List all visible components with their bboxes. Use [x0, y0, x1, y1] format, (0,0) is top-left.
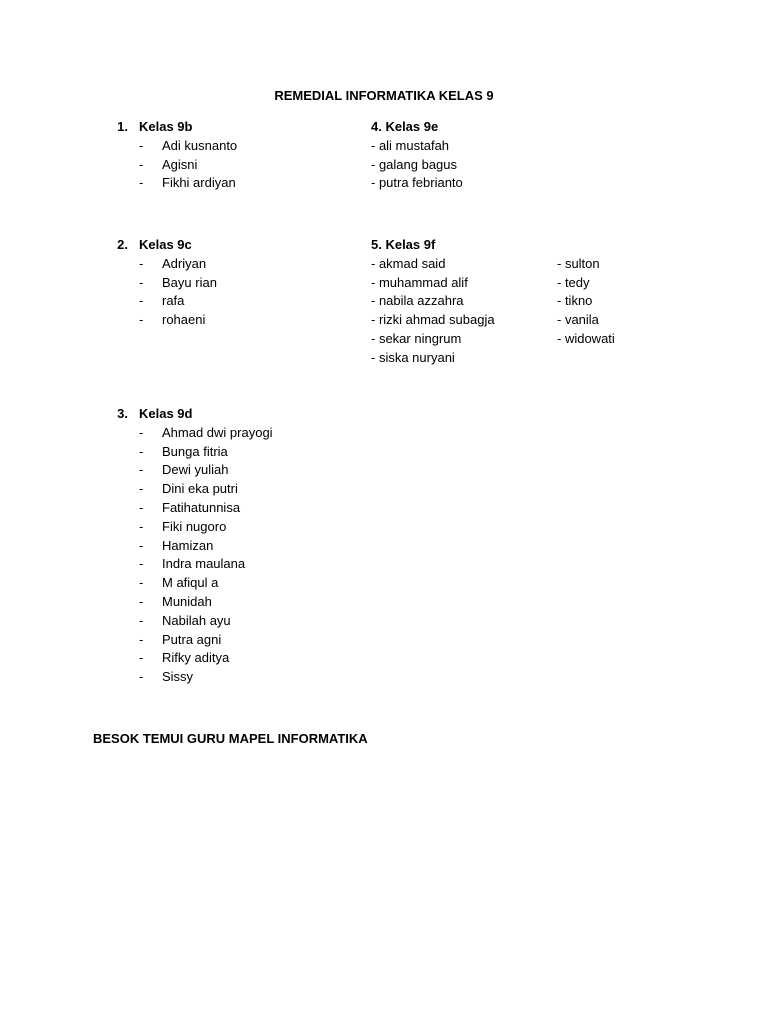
student-name: - siska nuryani	[371, 349, 455, 365]
bullet-dash: -	[139, 575, 144, 591]
list-number: 3.	[117, 406, 128, 421]
class-heading: 5. Kelas 9f	[371, 237, 436, 252]
student-name: - rizki ahmad subagja	[371, 312, 495, 328]
class-heading: Kelas 9c	[139, 237, 192, 252]
student-name: Bunga fitria	[162, 443, 228, 459]
student-name: - putra febrianto	[371, 175, 463, 191]
bullet-dash: -	[139, 255, 144, 271]
student-name: Fatihatunnisa	[162, 500, 241, 515]
bullet-dash: -	[139, 293, 144, 309]
student-name: - muhammad alif	[371, 274, 468, 290]
bullet-dash: -	[139, 537, 144, 553]
student-name: M afiqul a	[162, 575, 219, 591]
student-name: - sekar ningrum	[371, 331, 462, 346]
student-name: - akmad said	[371, 255, 446, 271]
student-name: - vanila	[557, 312, 599, 328]
class-heading: Kelas 9b	[139, 119, 193, 134]
student-name: Adriyan	[162, 255, 207, 271]
footer-note: BESOK TEMUI GURU MAPEL INFORMATIKA	[93, 731, 368, 746]
bullet-dash: -	[139, 669, 144, 685]
student-name: - tikno	[557, 293, 593, 309]
student-name: - widowati	[557, 331, 615, 346]
bullet-dash: -	[139, 443, 144, 459]
student-name: - nabila azzahra	[371, 293, 464, 309]
student-name: - galang bagus	[371, 156, 458, 172]
student-name: Nabilah ayu	[162, 612, 231, 628]
bullet-dash: -	[139, 312, 144, 328]
student-name: Ahmad dwi prayogi	[162, 424, 273, 440]
bullet-dash: -	[139, 137, 144, 153]
list-number: 2.	[117, 237, 128, 252]
bullet-dash: -	[139, 481, 144, 497]
student-name: Indra maulana	[162, 556, 246, 572]
student-name: Fikhi ardiyan	[162, 175, 236, 191]
student-name: rohaeni	[162, 312, 206, 328]
bullet-dash: -	[139, 156, 144, 172]
student-name: Fiki nugoro	[162, 518, 227, 534]
bullet-dash: -	[139, 175, 144, 191]
bullet-dash: -	[139, 500, 144, 515]
student-name: - sulton	[557, 255, 600, 271]
bullet-dash: -	[139, 612, 144, 628]
class-heading: 4. Kelas 9e	[371, 119, 439, 134]
bullet-dash: -	[139, 594, 144, 609]
bullet-dash: -	[139, 274, 144, 290]
student-name: Agisni	[162, 156, 198, 172]
bullet-dash: -	[139, 424, 144, 440]
student-name: Dini eka putri	[162, 481, 238, 497]
student-name: Dewi yuliah	[162, 462, 229, 478]
student-name: - tedy	[557, 274, 590, 290]
student-name: Putra agni	[162, 631, 222, 647]
student-name: rafa	[162, 293, 185, 309]
bullet-dash: -	[139, 462, 144, 478]
bullet-dash: -	[139, 518, 144, 534]
bullet-dash: -	[139, 650, 144, 666]
bullet-dash: -	[139, 556, 144, 572]
student-name: Munidah	[162, 594, 212, 609]
list-number: 1.	[117, 119, 128, 134]
class-heading: Kelas 9d	[139, 406, 193, 421]
student-name: Sissy	[162, 669, 194, 685]
bullet-dash: -	[139, 631, 144, 647]
student-name: Adi kusnanto	[162, 137, 238, 153]
document-title: REMEDIAL INFORMATIKA KELAS 9	[274, 88, 494, 103]
student-name: - ali mustafah	[371, 137, 450, 153]
student-name: Rifky aditya	[162, 650, 230, 666]
student-name: Hamizan	[162, 537, 214, 553]
student-name: Bayu rian	[162, 274, 217, 290]
